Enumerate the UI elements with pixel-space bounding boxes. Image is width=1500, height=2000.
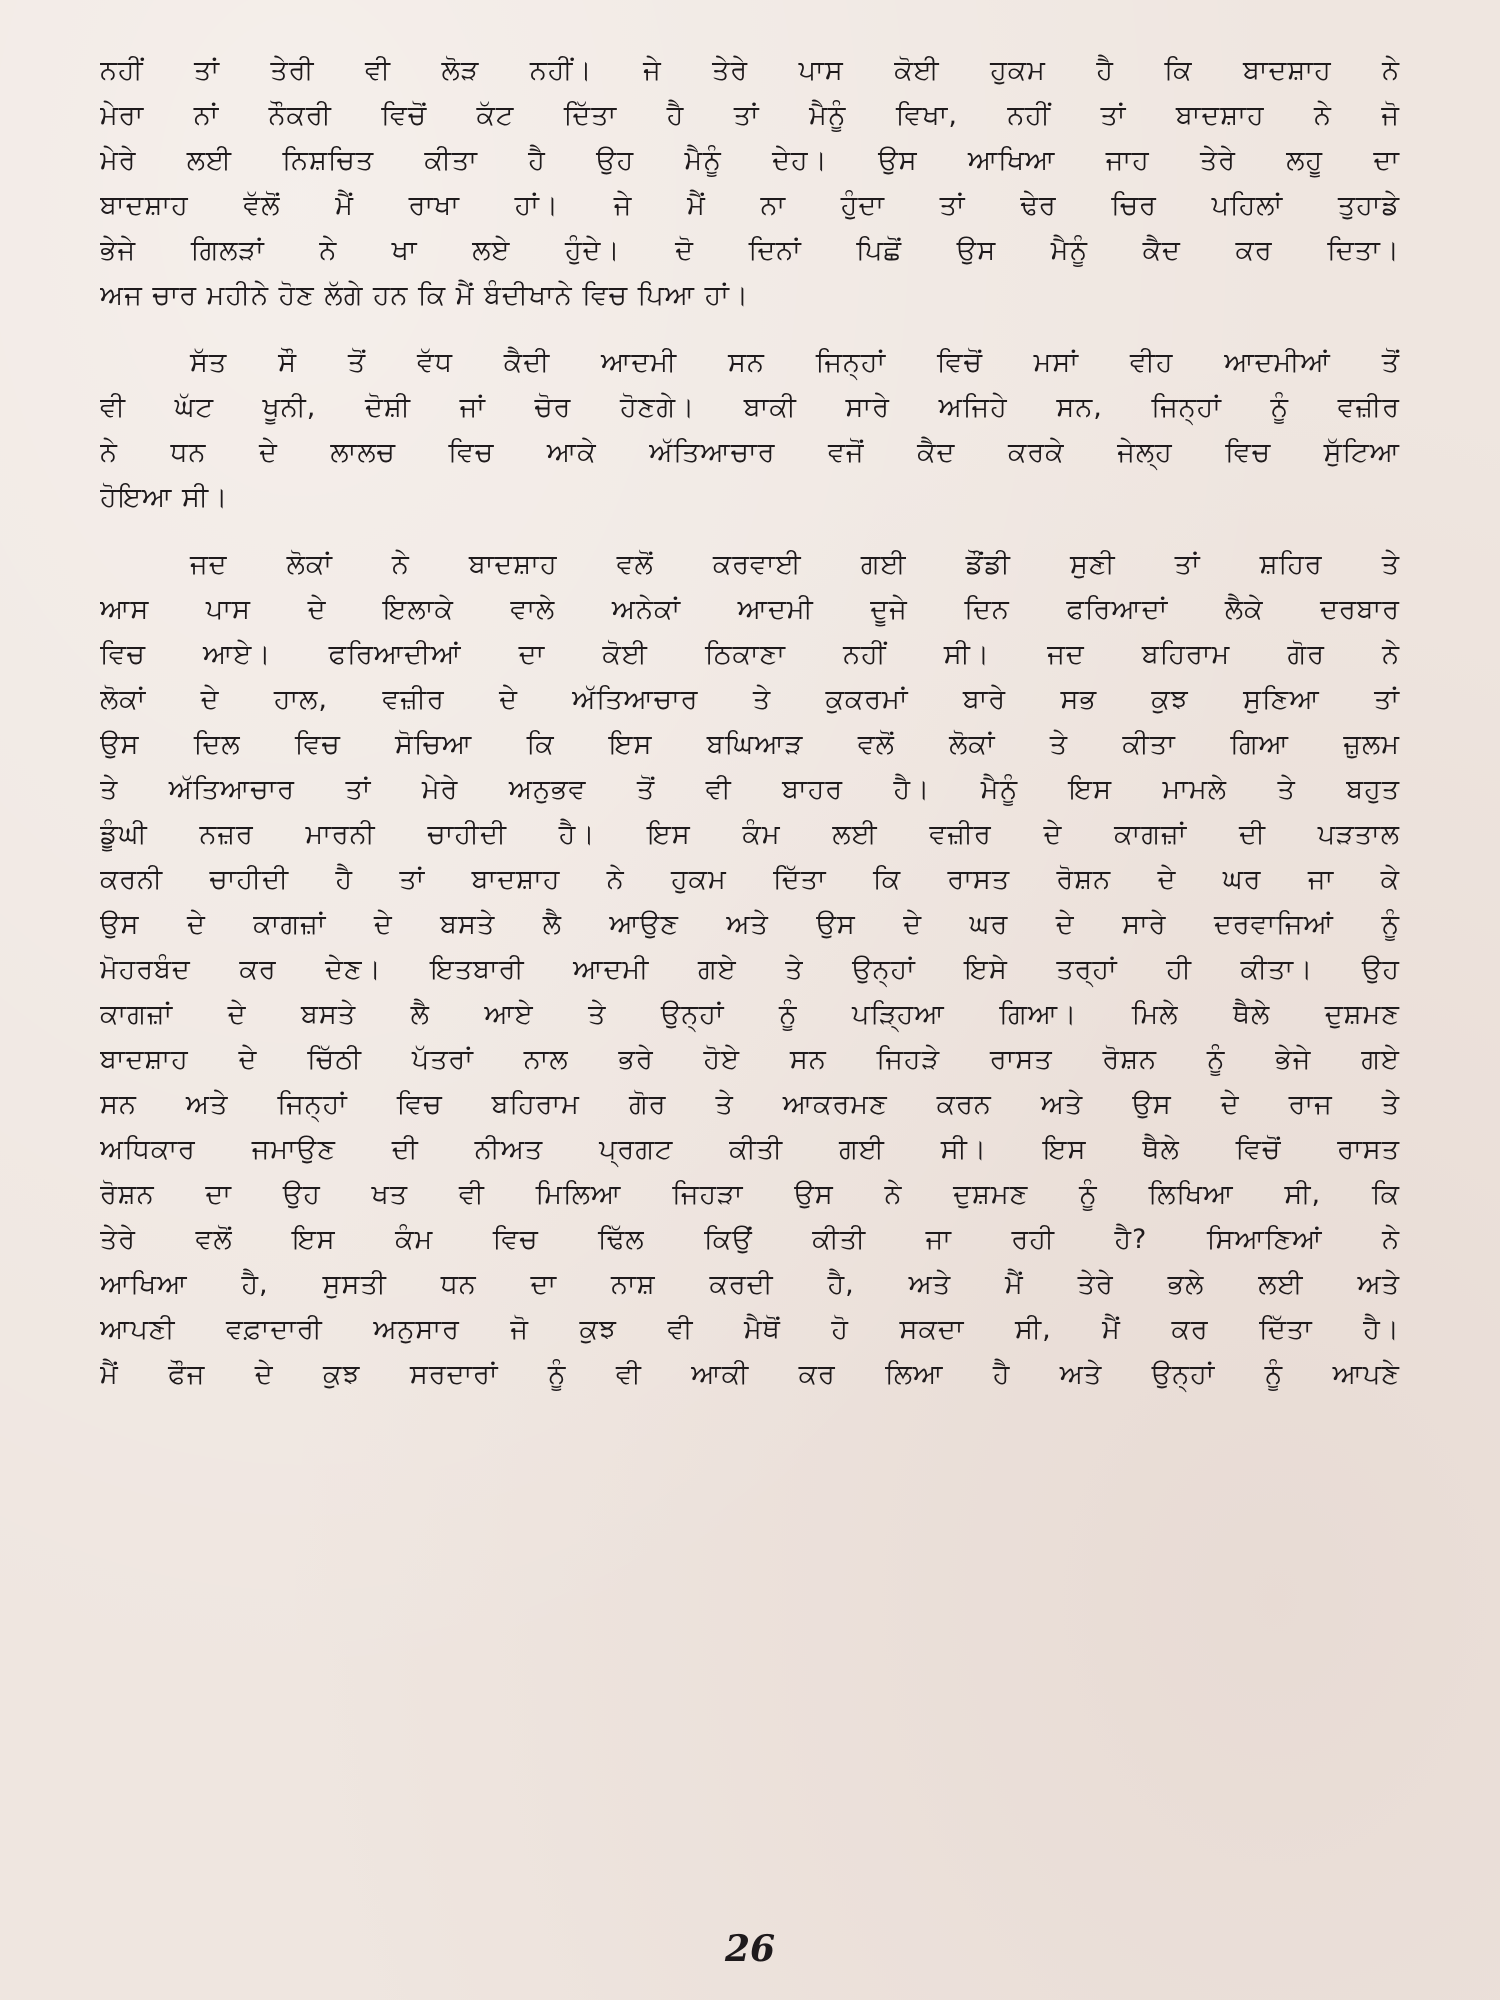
text-line: ਬਾਦਸ਼ਾਹ ਵੱਲੋਂ ਮੈਂ ਰਾਖਾ ਹਾਂ। ਜੇ ਮੈਂ ਨਾ ਹੁੰਦਾ ਤਾਂ ਢੇਰ ਚਿਰ ਪਹਿਲਾਂ ਤੁਹਾਡੇ [100, 190, 1400, 221]
text-line: ਉਸ ਦੇ ਕਾਗਜ਼ਾਂ ਦੇ ਬਸਤੇ ਲੈ ਆਉਣ ਅਤੇ ਉਸ ਦੇ ਘਰ ਦੇ ਸਾਰੇ ਦਰਵਾਜਿਆਂ ਨੂੰ [100, 909, 1400, 940]
paragraph-1 [100, 48, 1400, 318]
text-line: ਆਪਣੀ ਵਫ਼ਾਦਾਰੀ ਅਨੁਸਾਰ ਜੋ ਕੁਝ ਵੀ ਮੈਥੋਂ ਹੋ ਸਕਦਾ ਸੀ, ਮੈਂ ਕਰ ਦਿੱਤਾ ਹੈ। [100, 1314, 1400, 1345]
page-number: 26 [724, 1928, 776, 1970]
body-text [100, 48, 1400, 1397]
text-line: ਉਸ ਦਿਲ ਵਿਚ ਸੋਚਿਆ ਕਿ ਇਸ ਬਘਿਆੜ ਵਲੋਂ ਲੋਕਾਂ ਤੇ ਕੀਤਾ ਗਿਆ ਜ਼ੁਲਮ [100, 729, 1400, 760]
text-line: ਮੋਹਰਬੰਦ ਕਰ ਦੇਣ। ਇਤਬਾਰੀ ਆਦਮੀ ਗਏ ਤੇ ਉਨ੍ਹਾਂ ਇਸੇ ਤਰ੍ਹਾਂ ਹੀ ਕੀਤਾ। ਉਹ [100, 954, 1400, 985]
text-line: ਮੇਰਾ ਨਾਂ ਨੌਕਰੀ ਵਿਚੋਂ ਕੱਟ ਦਿੱਤਾ ਹੈ ਤਾਂ ਮੈਨੂੰ ਵਿਖਾ, ਨਹੀਂ ਤਾਂ ਬਾਦਸ਼ਾਹ ਨੇ ਜੋ [100, 100, 1400, 131]
text-line: ਵਿਚ ਆਏ। ਫਰਿਆਦੀਆਂ ਦਾ ਕੋਈ ਠਿਕਾਣਾ ਨਹੀਂ ਸੀ। ਜਦ ਬਹਿਰਾਮ ਗੋਰ ਨੇ [100, 639, 1400, 670]
text-line: ਨੇ ਧਨ ਦੇ ਲਾਲਚ ਵਿਚ ਆਕੇ ਅੱਤਿਆਚਾਰ ਵਜੋਂ ਕੈਦ ਕਰਕੇ ਜੇਲ੍ਹ ਵਿਚ ਸੁੱਟਿਆ [100, 437, 1400, 468]
text-line: ਵੀ ਘੱਟ ਖੂਨੀ, ਦੋਸ਼ੀ ਜਾਂ ਚੋਰ ਹੋਣਗੇ। ਬਾਕੀ ਸਾਰੇ ਅਜਿਹੇ ਸਨ, ਜਿਨ੍ਹਾਂ ਨੂੰ ਵਜ਼ੀਰ [100, 392, 1400, 423]
text-line: ਮੈਂ ਫੌਜ ਦੇ ਕੁਝ ਸਰਦਾਰਾਂ ਨੂੰ ਵੀ ਆਕੀ ਕਰ ਲਿਆ ਹੈ ਅਤੇ ਉਨ੍ਹਾਂ ਨੂੰ ਆਪਣੇ [100, 1359, 1400, 1390]
text-line: ਨਹੀਂ ਤਾਂ ਤੇਰੀ ਵੀ ਲੋੜ ਨਹੀਂ। ਜੇ ਤੇਰੇ ਪਾਸ ਕੋਈ ਹੁਕਮ ਹੈ ਕਿ ਬਾਦਸ਼ਾਹ ਨੇ [100, 55, 1400, 86]
text-line: ਭੇਜੇ ਗਿਲੜਾਂ ਨੇ ਖਾ ਲਏ ਹੁੰਦੇ। ਦੋ ਦਿਨਾਂ ਪਿਛੋਂ ਉਸ ਮੈਨੂੰ ਕੈਦ ਕਰ ਦਿਤਾ। [100, 235, 1400, 266]
paragraph-spacer [100, 520, 1400, 542]
text-line: ਹੋਇਆ ਸੀ। [100, 482, 229, 513]
text-line: ਕਾਗਜ਼ਾਂ ਦੇ ਬਸਤੇ ਲੈ ਆਏ ਤੇ ਉਨ੍ਹਾਂ ਨੂੰ ਪੜ੍ਹਿਆ ਗਿਆ। ਮਿਲੇ ਥੈਲੇ ਦੁਸ਼ਮਣ [100, 999, 1400, 1030]
paragraph-spacer [100, 318, 1400, 340]
text-line: ਬਾਦਸ਼ਾਹ ਦੇ ਚਿੱਠੀ ਪੱਤਰਾਂ ਨਾਲ ਭਰੇ ਹੋਏ ਸਨ ਜਿਹੜੇ ਰਾਸਤ ਰੋਸ਼ਨ ਨੂੰ ਭੇਜੇ ਗਏ [100, 1044, 1400, 1075]
text-line: ਕਰਨੀ ਚਾਹੀਦੀ ਹੈ ਤਾਂ ਬਾਦਸ਼ਾਹ ਨੇ ਹੁਕਮ ਦਿੱਤਾ ਕਿ ਰਾਸਤ ਰੋਸ਼ਨ ਦੇ ਘਰ ਜਾ ਕੇ [100, 864, 1400, 895]
text-line: ਤੇ ਅੱਤਿਆਚਾਰ ਤਾਂ ਮੇਰੇ ਅਨੁਭਵ ਤੋਂ ਵੀ ਬਾਹਰ ਹੈ। ਮੈਨੂੰ ਇਸ ਮਾਮਲੇ ਤੇ ਬਹੁਤ [100, 774, 1400, 805]
text-line: ਡੂੰਘੀ ਨਜ਼ਰ ਮਾਰਨੀ ਚਾਹੀਦੀ ਹੈ। ਇਸ ਕੰਮ ਲਈ ਵਜ਼ੀਰ ਦੇ ਕਾਗਜ਼ਾਂ ਦੀ ਪੜਤਾਲ [100, 819, 1400, 850]
text-line: ਅਧਿਕਾਰ ਜਮਾਉਣ ਦੀ ਨੀਅਤ ਪ੍ਰਗਟ ਕੀਤੀ ਗਈ ਸੀ। ਇਸ ਥੈਲੇ ਵਿਚੋਂ ਰਾਸਤ [100, 1134, 1400, 1165]
text-line: ਸੱਤ ਸੌ ਤੋਂ ਵੱਧ ਕੈਦੀ ਆਦਮੀ ਸਨ ਜਿਨ੍ਹਾਂ ਵਿਚੋਂ ਮਸਾਂ ਵੀਹ ਆਦਮੀਆਂ ਤੋਂ [190, 347, 1400, 378]
text-line: ਜਦ ਲੋਕਾਂ ਨੇ ਬਾਦਸ਼ਾਹ ਵਲੋਂ ਕਰਵਾਈ ਗਈ ਡੌਂਡੀ ਸੁਣੀ ਤਾਂ ਸ਼ਹਿਰ ਤੇ [190, 549, 1400, 580]
text-line: ਆਸ ਪਾਸ ਦੇ ਇਲਾਕੇ ਵਾਲੇ ਅਨੇਕਾਂ ਆਦਮੀ ਦੂਜੇ ਦਿਨ ਫਰਿਆਦਾਂ ਲੈਕੇ ਦਰਬਾਰ [100, 594, 1400, 625]
text-line: ਰੋਸ਼ਨ ਦਾ ਉਹ ਖਤ ਵੀ ਮਿਲਿਆ ਜਿਹੜਾ ਉਸ ਨੇ ਦੁਸ਼ਮਣ ਨੂੰ ਲਿਖਿਆ ਸੀ, ਕਿ [100, 1179, 1400, 1210]
text-line: ਲੋਕਾਂ ਦੇ ਹਾਲ, ਵਜ਼ੀਰ ਦੇ ਅੱਤਿਆਚਾਰ ਤੇ ਕੁਕਰਮਾਂ ਬਾਰੇ ਸਭ ਕੁਝ ਸੁਣਿਆ ਤਾਂ [100, 684, 1400, 715]
paragraph-3 [100, 542, 1400, 1397]
paragraph-2 [100, 340, 1400, 520]
text-line: ਆਖਿਆ ਹੈ, ਸੁਸਤੀ ਧਨ ਦਾ ਨਾਸ਼ ਕਰਦੀ ਹੈ, ਅਤੇ ਮੈਂ ਤੇਰੇ ਭਲੇ ਲਈ ਅਤੇ [100, 1269, 1400, 1300]
text-line: ਅਜ ਚਾਰ ਮਹੀਨੇ ਹੋਣ ਲੱਗੇ ਹਨ ਕਿ ਮੈਂ ਬੰਦੀਖਾਨੇ ਵਿਚ ਪਿਆ ਹਾਂ। [100, 280, 750, 311]
text-line: ਤੇਰੇ ਵਲੋਂ ਇਸ ਕੰਮ ਵਿਚ ਢਿੱਲ ਕਿਉਂ ਕੀਤੀ ਜਾ ਰਹੀ ਹੈ? ਸਿਆਣਿਆਂ ਨੇ [100, 1224, 1400, 1255]
text-line: ਮੇਰੇ ਲਈ ਨਿਸ਼ਚਿਤ ਕੀਤਾ ਹੈ ਉਹ ਮੈਨੂੰ ਦੇਹ। ਉਸ ਆਖਿਆ ਜਾਹ ਤੇਰੇ ਲਹੂ ਦਾ [100, 145, 1400, 176]
text-line: ਸਨ ਅਤੇ ਜਿਨ੍ਹਾਂ ਵਿਚ ਬਹਿਰਾਮ ਗੋਰ ਤੇ ਆਕਰਮਣ ਕਰਨ ਅਤੇ ਉਸ ਦੇ ਰਾਜ ਤੇ [100, 1089, 1400, 1120]
